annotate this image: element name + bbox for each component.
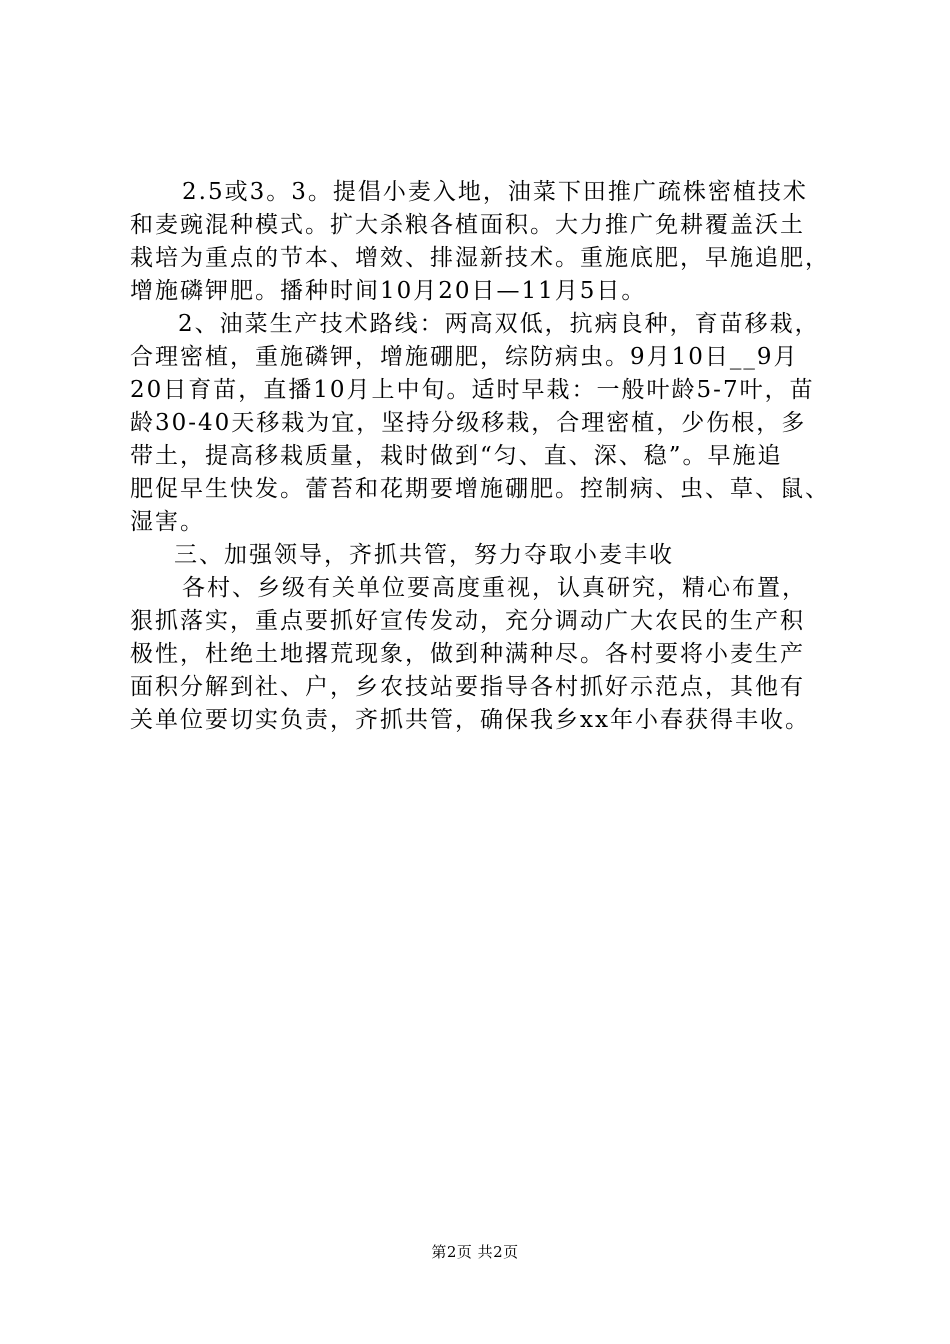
- text-line: 带土，提高移栽质量，栽时做到“匀、直、深、稳”。早施追: [130, 443, 783, 469]
- text-line: 龄30-40天移栽为宜，坚持分级移栽，合理密植，少伤根，多: [130, 410, 807, 436]
- heading-line: 三、加强领导，齐抓共管，努力夺取小麦丰收: [174, 542, 674, 568]
- document-body: [130, 176, 830, 737]
- text-line: 2、油菜生产技术路线：两高双低，抗病良种，育苗移栽，: [178, 311, 820, 337]
- text-line: 2.5或3。3。提倡小麦入地，油菜下田推广疏株密植技术: [182, 179, 808, 205]
- text-line: 湿害。: [130, 509, 205, 535]
- page-footer: [0, 1242, 950, 1262]
- text-line: 极性，杜绝土地撂荒现象，做到种满种尽。各村要将小麦生产: [130, 641, 805, 667]
- paragraph-wheat-techniques: [130, 176, 830, 308]
- text-line: 20日育苗，直播10月上中旬。适时早栽：一般叶龄5-7叶，苗: [130, 377, 815, 403]
- text-line: 各村、乡级有关单位要高度重视，认真研究，精心布置，: [182, 575, 807, 601]
- text-line: 狠抓落实，重点要抓好宣传发动，充分调动广大农民的生产积: [130, 608, 805, 634]
- text-line: 增施磷钾肥。播种时间10月20日—11月5日。: [130, 278, 647, 304]
- text-line: 合理密植，重施磷钾，增施硼肥，综防病虫。9月10日__9月: [130, 344, 799, 370]
- text-line: 肥促早生快发。蕾苔和花期要增施硼肥。控制病、虫、草、鼠、: [130, 476, 830, 502]
- paragraph-leadership: [130, 572, 830, 737]
- section-heading: [130, 539, 830, 572]
- text-line: 和麦豌混种模式。扩大杀粮各植面积。大力推广免耕覆盖沃土: [130, 212, 805, 238]
- text-line: 面积分解到社、户，乡农技站要指导各村抓好示范点，其他有: [130, 674, 805, 700]
- paragraph-rapeseed-route: [130, 308, 830, 539]
- page-number: 第2页 共2页: [431, 1243, 519, 1261]
- text-line: 关单位要切实负责，齐抓共管，确保我乡xx年小春获得丰收。: [130, 707, 810, 733]
- text-line: 栽培为重点的节本、增效、排湿新技术。重施底肥，早施追肥，: [130, 245, 830, 271]
